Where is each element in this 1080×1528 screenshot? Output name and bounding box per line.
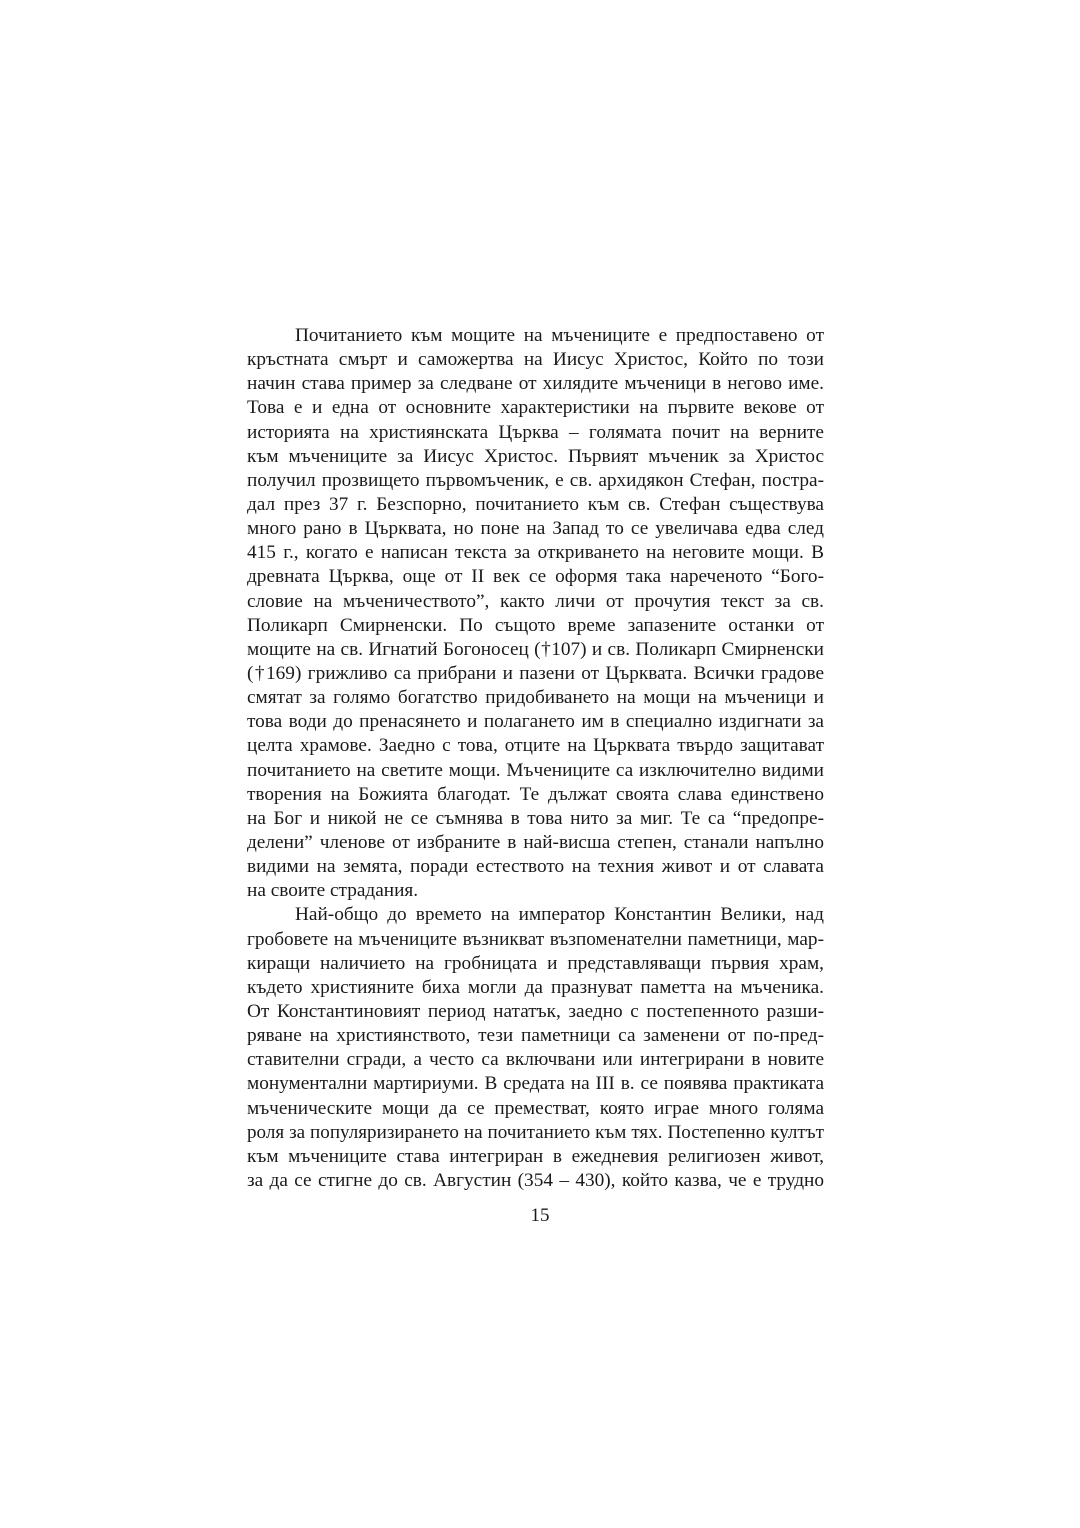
text-line: Поликарп Смирненски. По същото време запазените останки от	[247, 614, 824, 636]
text-line: киращи наличието на гробницата и представляващи първия храм,	[247, 952, 824, 974]
text-line: делени” членове от избраните в най-висша степен, станали напълно	[247, 831, 824, 853]
text-line: Почитанието към мощите на мъчениците е предпоставено от	[295, 325, 824, 346]
paragraph-2	[247, 903, 824, 1193]
text-line: 415 г., когато е написан текста за откриването на неговите мощи. В	[247, 542, 824, 564]
text-line: гробовете на мъчениците възникват възпоменателни паметници, мар-	[247, 928, 824, 950]
text-line: към мъчениците става интегриран в ежедневия религиозен живот,	[247, 1145, 824, 1167]
text-line: Най-общо до времето на император Константин Велики, над	[295, 904, 824, 926]
text-line: много рано в Църквата, но поне на Запад то се увеличава едва след	[247, 518, 824, 540]
text-line: дал през 37 г. Безспорно, почитанието към св. Стефан съществува	[247, 493, 824, 515]
text-line: целта храмове. Заедно с това, отците на Църквата твърдо защитават	[247, 735, 824, 757]
paragraph-1	[247, 324, 824, 903]
text-line: ряване на християнството, тези паметници са заменени от по-пред-	[247, 1025, 824, 1047]
text-line: получил прозвището първомъченик, е св. архидякон Стефан, постра-	[247, 469, 824, 491]
page-number: 15	[530, 1205, 550, 1226]
text-line: роля за популяризирането на почитанието към тях. Постепенно култът	[247, 1121, 824, 1143]
text-line: почитанието на светите мощи. Мъчениците са изключително видими	[247, 759, 824, 781]
text-line: историята на християнската Църква – голямата почит на верните	[247, 421, 824, 443]
text-line: монументални мартириуми. В средата на III в. се появява практиката	[247, 1073, 824, 1095]
text-line: (†169) грижливо са прибрани и пазени от Църквата. Всички градове	[247, 662, 824, 684]
text-line: творения на Божията благодат. Те дължат своята слава единствено	[247, 783, 824, 805]
text-line: начин става пример за следване от хилядите мъченици в негово име.	[247, 373, 824, 395]
text-line: на своите страдания.	[247, 880, 419, 902]
text-line: мъченическите мощи да се преместват, която играе много голяма	[247, 1097, 824, 1119]
text-line: кръстната смърт и саможертва на Иисус Христос, Който по този	[247, 349, 824, 371]
text-line: видими на земята, поради естеството на техния живот и от славата	[247, 856, 824, 878]
text-line: ставителни сгради, а често са включвани или интегрирани в новите	[247, 1049, 824, 1071]
text-line: към мъчениците за Иисус Христос. Първият мъченик за Христос	[247, 445, 824, 467]
text-line: това води до пренасянето и полагането им в специално издигнати за	[247, 711, 824, 733]
text-line: смятат за голямо богатство придобиването на мощи на мъченици и	[247, 687, 824, 709]
text-line: за да се стигне до св. Августин (354 – 430), който казва, че е трудно	[247, 1169, 824, 1191]
body-text	[247, 324, 824, 1193]
text-line: където християните биха могли да празнуват паметта на мъченика.	[247, 976, 824, 998]
text-line: древната Църква, още от II век се оформя така нареченото “Бого-	[247, 566, 824, 588]
text-line: на Бог и никой не се съмнява в това нито за миг. Те са “предопре-	[247, 807, 824, 829]
text-line: мощите на св. Игнатий Богоносец (†107) и св. Поликарп Смирненски	[247, 638, 824, 660]
text-line: Това е и една от основните характеристики на първите векове от	[247, 397, 824, 419]
text-line: словие на мъченичеството”, както личи от прочутия текст за св.	[247, 590, 824, 612]
text-line: От Константиновият период нататък, заедно с постепенното разши-	[247, 1000, 824, 1022]
